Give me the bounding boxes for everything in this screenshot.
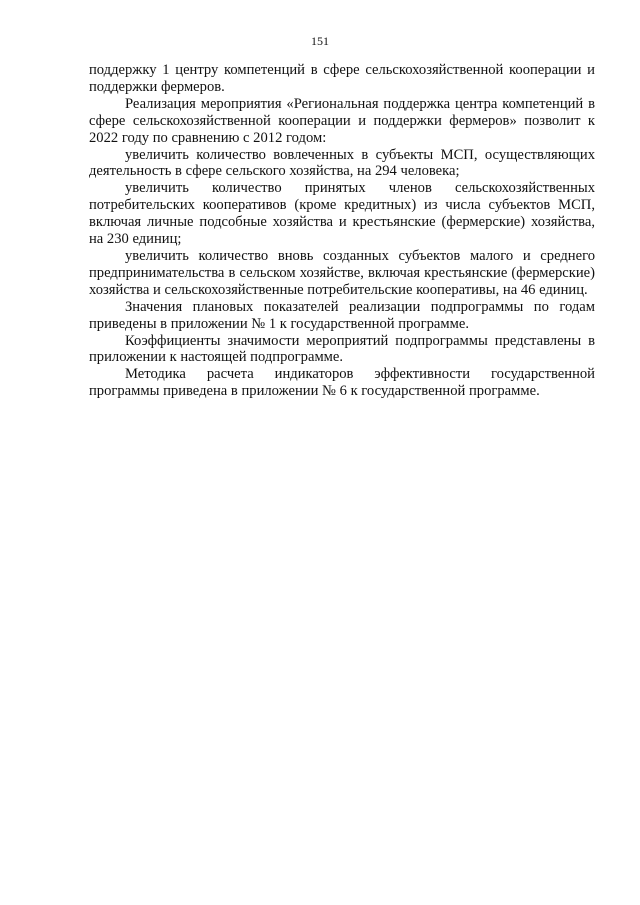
body-text bbox=[89, 62, 595, 400]
paragraph-continuation: поддержку 1 центру компетенций в сфере сельскохозяйственной кооперации и поддержки фермеров. bbox=[89, 62, 595, 95]
paragraph-significance-coefficients: Коэффициенты значимости мероприятий подпрограммы представлены в приложении к настоящей подпрограмме. bbox=[89, 332, 595, 366]
paragraph-implementation: Реализация мероприятия «Региональная поддержка центра компетенций в сфере сельскохозяйственной кооперации и поддержки фермеров» позволит к 2022 году по сравнению с 2012 годом: bbox=[89, 95, 595, 146]
paragraph-goal-new-entities: увеличить количество вновь созданных субъектов малого и среднего предпринимательства в сельском хозяйстве, включая крестьянские (фермерские) хозяйства и сельскохозяйственные потребительские кооперативы, на 46 единиц. bbox=[89, 247, 595, 298]
page-number: 151 bbox=[311, 34, 329, 48]
paragraph-goal-msp-people: увеличить количество вовлеченных в субъекты МСП, осуществляющих деятельность в сфере сельского хозяйства, на 294 человека; bbox=[89, 146, 595, 180]
paragraph-goal-cooperative-members: увеличить количество принятых членов сельскохозяйственных потребительских кооперативов (кроме кредитных) из числа субъектов МСП, включая личные подсобные хозяйства и крестьянские (фермерские) хозяйства, на 230 единиц; bbox=[89, 180, 595, 248]
paragraph-planned-indicators: Значения плановых показателей реализации подпрограммы по годам приведены в приложении № 1 к государственной программе. bbox=[89, 298, 595, 332]
paragraph-methodology: Методика расчета индикаторов эффективности государственной программы приведена в приложении № 6 к государственной программе. bbox=[89, 366, 595, 400]
